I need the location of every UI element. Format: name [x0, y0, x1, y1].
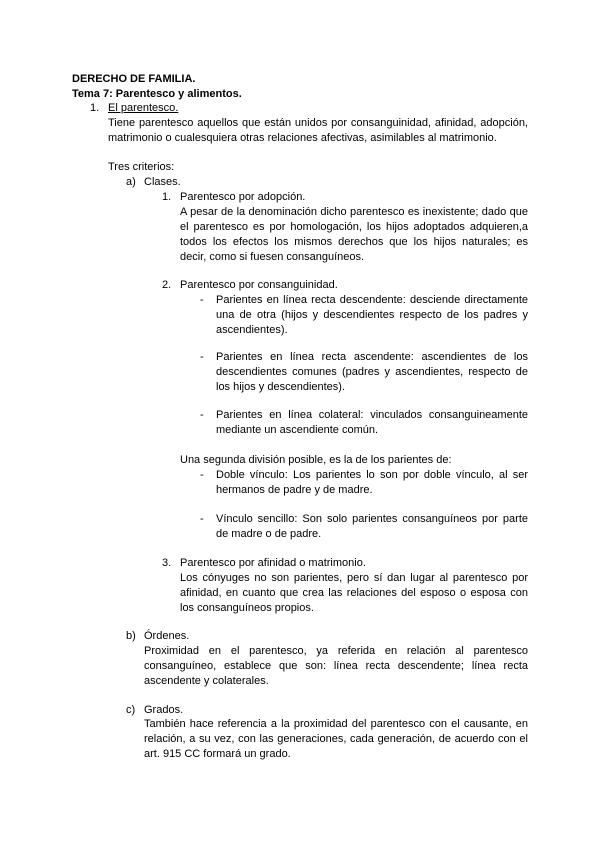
bullet-line-descendente: Parientes en línea recta descendente: desciende directamente una de otra (hijos y descendientes respecto de los padres y ascendientes). — [216, 294, 528, 336]
class-1-heading: Parentesco por adopción. — [180, 191, 306, 203]
item-b-text: Proximidad en el parentesco, ya referida en relación al parentesco consanguíneo, establece que son: línea recta descendente; línea recta ascendente y colaterales. — [144, 645, 528, 687]
item-c-heading: Grados. — [144, 704, 184, 716]
item-a-heading: Clases. — [144, 176, 181, 188]
item-c-letter: c) — [126, 704, 136, 716]
bullet-dash: - — [200, 513, 204, 525]
section-number: 1. — [90, 102, 100, 114]
criteria-label: Tres criterios: — [108, 161, 175, 173]
class-3-heading: Parentesco por afinidad o matrimonio. — [180, 557, 366, 569]
document-title: DERECHO DE FAMILIA. — [72, 73, 196, 85]
class-3-text: Los cónyuges no son parientes, pero sí dan lugar al parentesco por afinidad, en cuanto que crea las relaciones del esposo o esposa con los consanguíneos propios. — [180, 572, 528, 614]
class-1-text: A pesar de la denominación dicho parentesco es inexistente; dado que el parentesco es por homologación, los hijos adoptados adquieren,a todos los efectos los mismos derechos que los hijos naturales; es decir, como si fuesen consanguíneos. — [180, 206, 528, 263]
second-division-label: Una segunda división posible, es la de los parientes de: — [180, 454, 452, 466]
bullet-line-ascendente: Parientes en línea recta ascendente: ascendientes de los descendientes comunes (padres y ascendientes, respecto de los hijos y descendientes). — [216, 351, 528, 393]
section-heading: El parentesco. — [108, 102, 179, 114]
bullet-vinculo-sencillo: Vínculo sencillo: Son solo parientes consanguíneos por parte de madre o de padre. — [216, 513, 528, 540]
document-subtitle: Tema 7: Parentesco y alimentos. — [72, 88, 242, 100]
class-2-heading: Parentesco por consanguinidad. — [180, 279, 338, 291]
item-c-text: También hace referencia a la proximidad del parentesco con el causante, en relación, a su vez, con las generaciones, cada generación, de acuerdo con el art. 915 CC formará un grado. — [144, 718, 528, 760]
item-b-letter: b) — [126, 630, 136, 642]
bullet-dash: - — [200, 409, 204, 421]
item-a-letter: a) — [126, 176, 136, 188]
class-1-number: 1. — [162, 191, 172, 203]
bullet-line-colateral: Parientes en línea colateral: vinculados consanguineamente mediante un ascendiente común. — [216, 409, 528, 436]
item-b-heading: Órdenes. — [144, 630, 190, 642]
bullet-doble-vinculo: Doble vínculo: Los parientes lo son por doble vínculo, al ser hermanos de padre y de madre. — [216, 469, 528, 496]
class-2-number: 2. — [162, 279, 172, 291]
bullet-dash: - — [200, 469, 204, 481]
bullet-dash: - — [200, 351, 204, 363]
class-3-number: 3. — [162, 557, 172, 569]
section-intro: Tiene parentesco aquellos que están unidos por consanguinidad, afinidad, adopción, matrimonio o cualesquiera otras relaciones afectivas, asimilables al matrimonio. — [108, 117, 528, 144]
bullet-dash: - — [200, 294, 204, 306]
